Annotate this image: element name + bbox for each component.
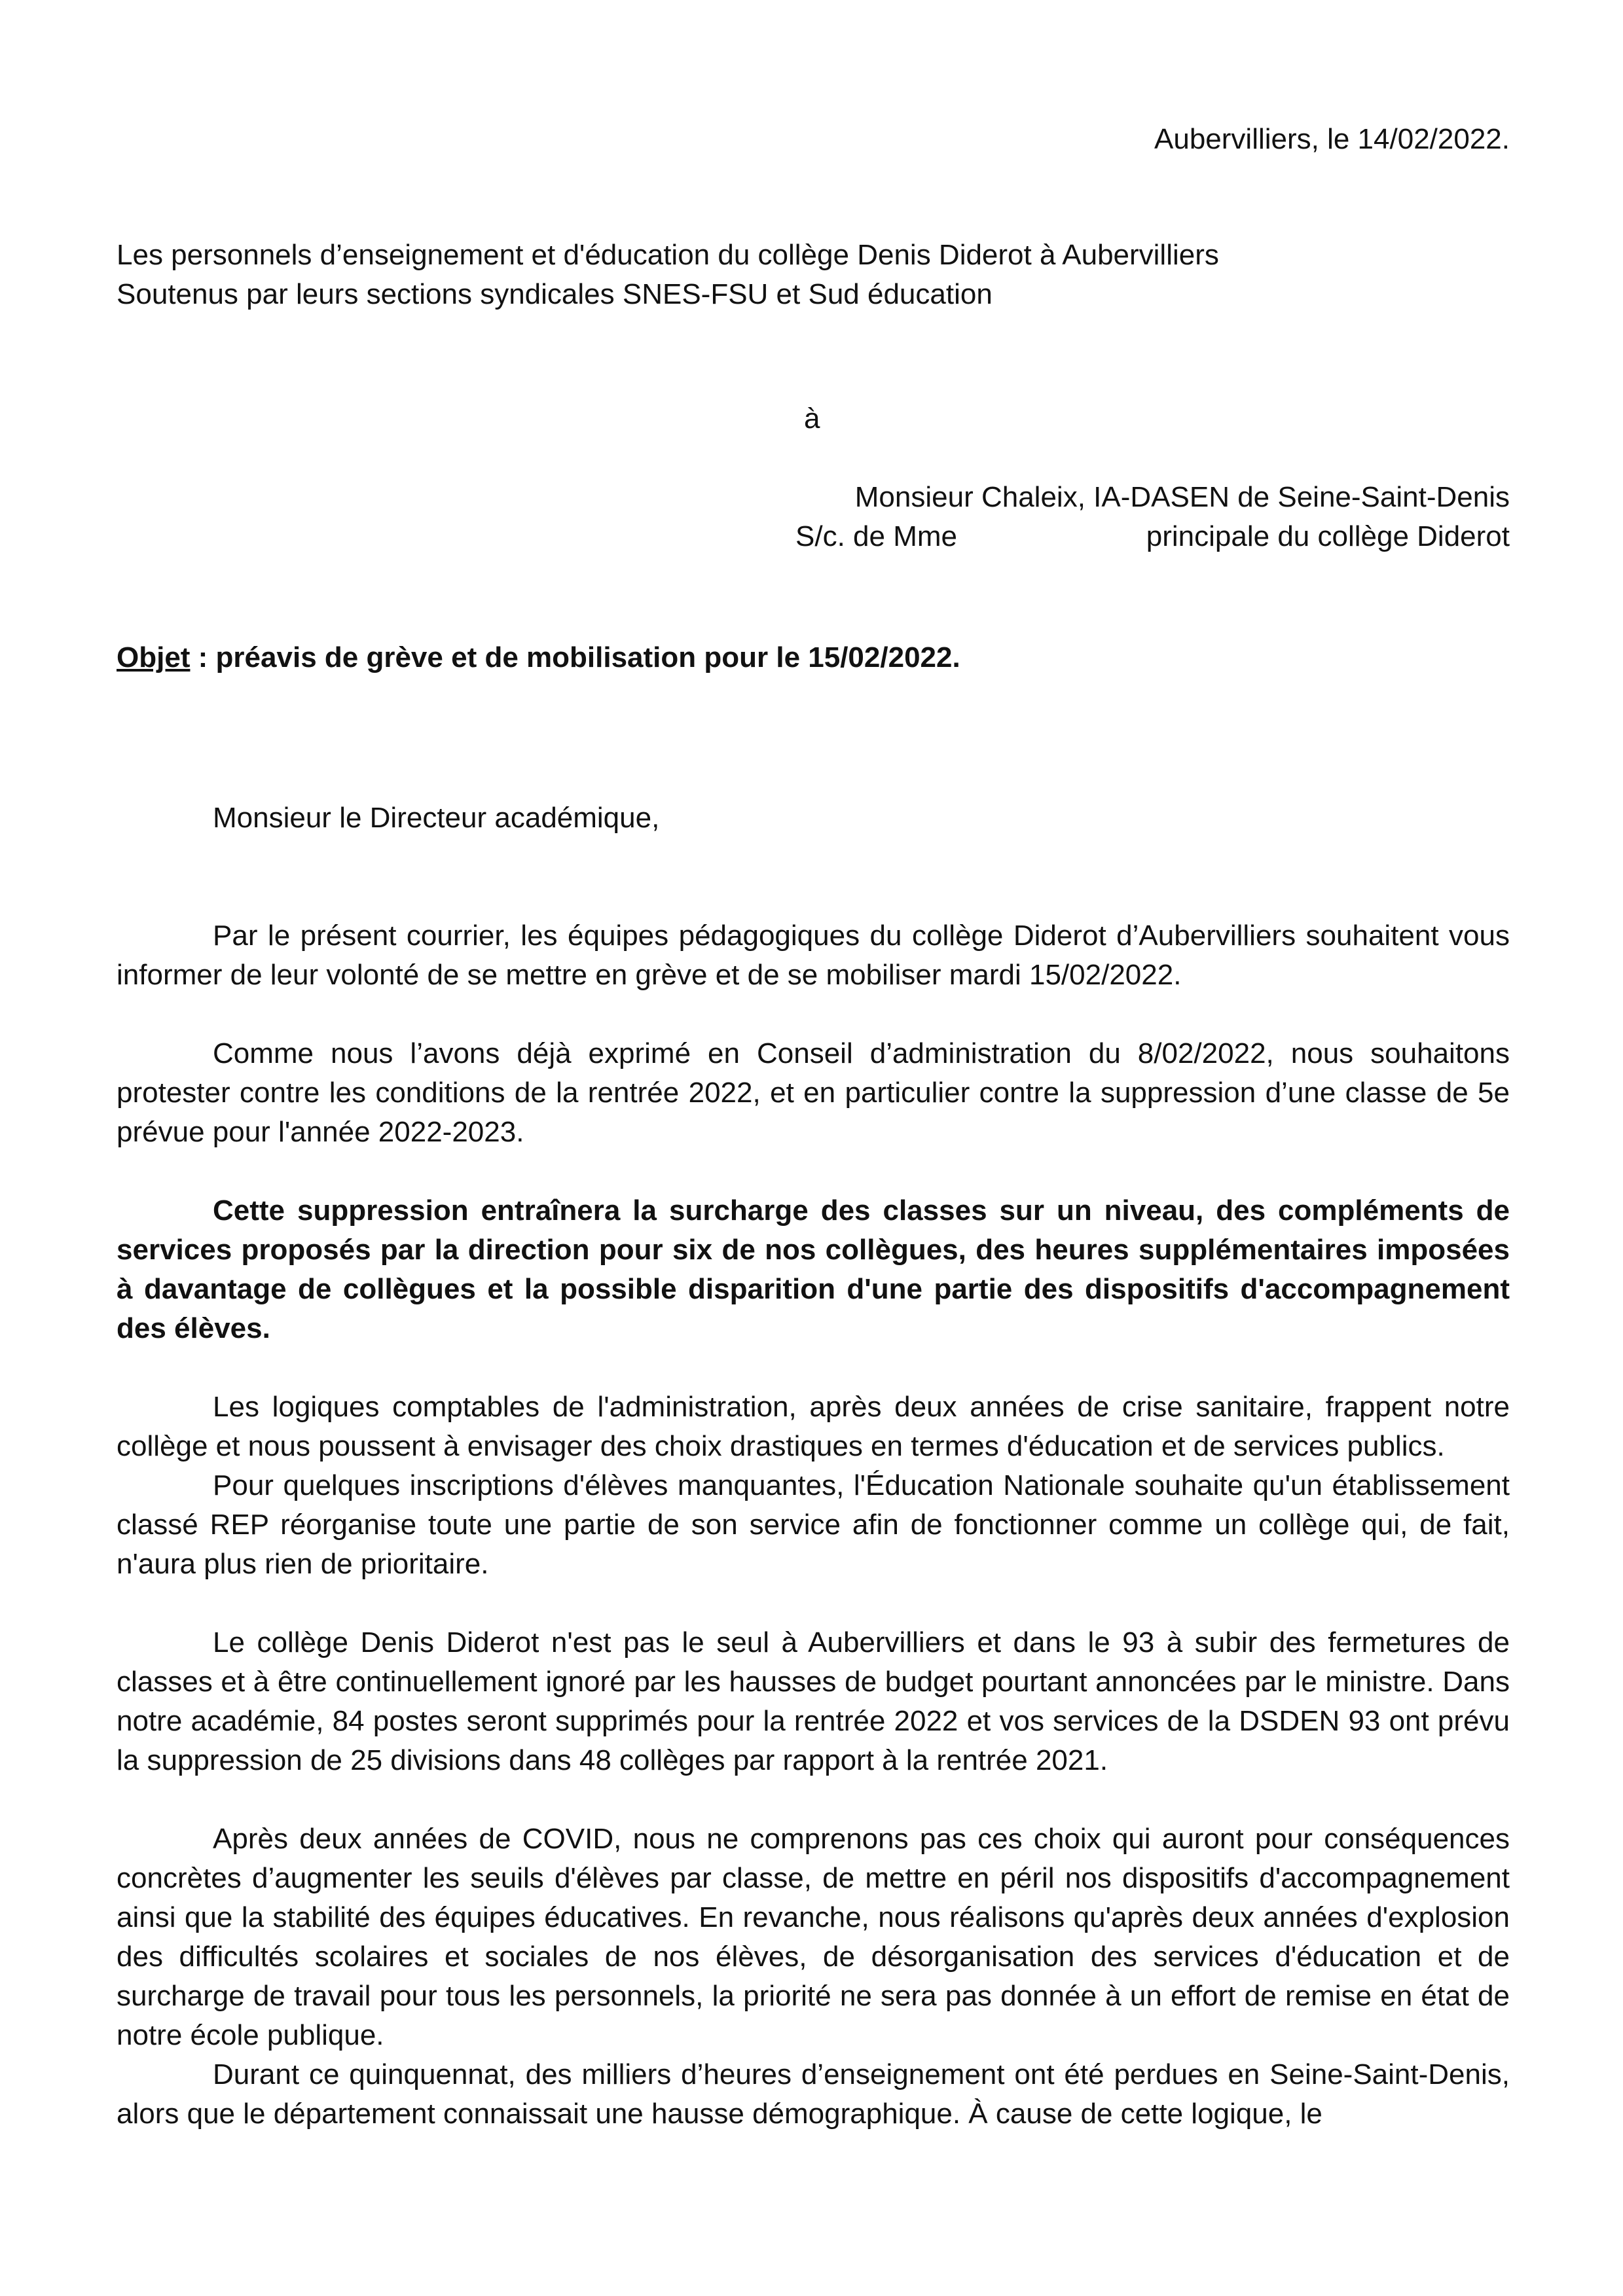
subject-label: Objet <box>117 641 191 673</box>
recipient-principal: principale du collège Diderot <box>1146 520 1510 552</box>
paragraph-6: Le collège Denis Diderot n'est pas le seul à Aubervilliers et dans le 93 à subir des fermetures de classes et à être continuellement ignoré par les hausses de budget pourtant annoncées par le ministre. Dans notre académie, 84 postes seront supprimés pour la rentrée 2022 et vos services de la DSDEN 93 ont prévu la suppression de 25 divisions dans 48 collèges par rapport à la rentrée 2021. <box>117 1626 1510 1776</box>
subject-line <box>117 638 960 677</box>
date-line: Aubervilliers, le 14/02/2022. <box>1154 123 1510 155</box>
salutation: Monsieur le Directeur académique, <box>213 802 660 834</box>
paragraph-8: Durant ce quinquennat, des milliers d’heures d’enseignement ont été perdues en Seine-Saint-Denis, alors que le département connaissait une hausse démographique. À cause de cette logique, le <box>117 2058 1510 2130</box>
paragraph-3: Cette suppression entraînera la surcharge des classes sur un niveau, des compléments de services proposés par la direction pour six de nos collègues, des heures supplémentaires imposées à davantage de collègues et la possible disparition d'une partie des dispositifs d'accompagnement des élèves. <box>117 1194 1510 1344</box>
subject-text: : préavis de grève et de mobilisation pour le 15/02/2022. <box>190 641 960 673</box>
recipient-preposition: à <box>804 403 820 435</box>
sender-block <box>117 236 1219 314</box>
recipient-line-1: Monsieur Chaleix, IA-DASEN de Seine-Saint-Denis <box>854 481 1510 513</box>
sender-line-1: Les personnels d’enseignement et d'éducation du collège Denis Diderot à Aubervilliers <box>117 239 1219 271</box>
paragraph-7: Après deux années de COVID, nous ne comprenons pas ces choix qui auront pour conséquences concrètes d’augmenter les seuils d'élèves par classe, de mettre en péril nos dispositifs d'accompagnement ainsi que la stabilité des équipes éducatives. En revanche, nous réalisons qu'après deux années d'explosion des difficultés scolaires et sociales de nos élèves, de désorganisation des services d'éducation et de surcharge de travail pour tous les personnels, la priorité ne sera pas donnée à un effort de remise en état de notre école publique. <box>117 1823 1510 2051</box>
sender-line-2: Soutenus par leurs sections syndicales SNES-FSU et Sud éducation <box>117 278 993 310</box>
paragraph-1: Par le présent courrier, les équipes pédagogiques du collège Diderot d’Aubervilliers souhaitent vous informer de leur volonté de se mettre en grève et de se mobiliser mardi 15/02/2022. <box>117 920 1510 991</box>
letter-body <box>117 916 1510 2134</box>
paragraph-4: Les logiques comptables de l'administration, après deux années de crise sanitaire, frappent notre collège et nous poussent à envisager des choix drastiques en termes d'éducation et de services publics. <box>117 1391 1510 1462</box>
paragraph-5: Pour quelques inscriptions d'élèves manquantes, l'Éducation Nationale souhaite qu'un établissement classé REP réorganise toute une partie de son service afin de fonctionner comme un collège qui, de fait, n'aura plus rien de prioritaire. <box>117 1469 1510 1580</box>
recipient-sc: S/c. de Mme <box>795 520 957 552</box>
paragraph-2: Comme nous l’avons déjà exprimé en Conseil d’administration du 8/02/2022, nous souhaitons protester contre les conditions de la rentrée 2022, et en particulier contre la suppression d’une classe de 5e prévue pour l'année 2022-2023. <box>117 1037 1510 1148</box>
